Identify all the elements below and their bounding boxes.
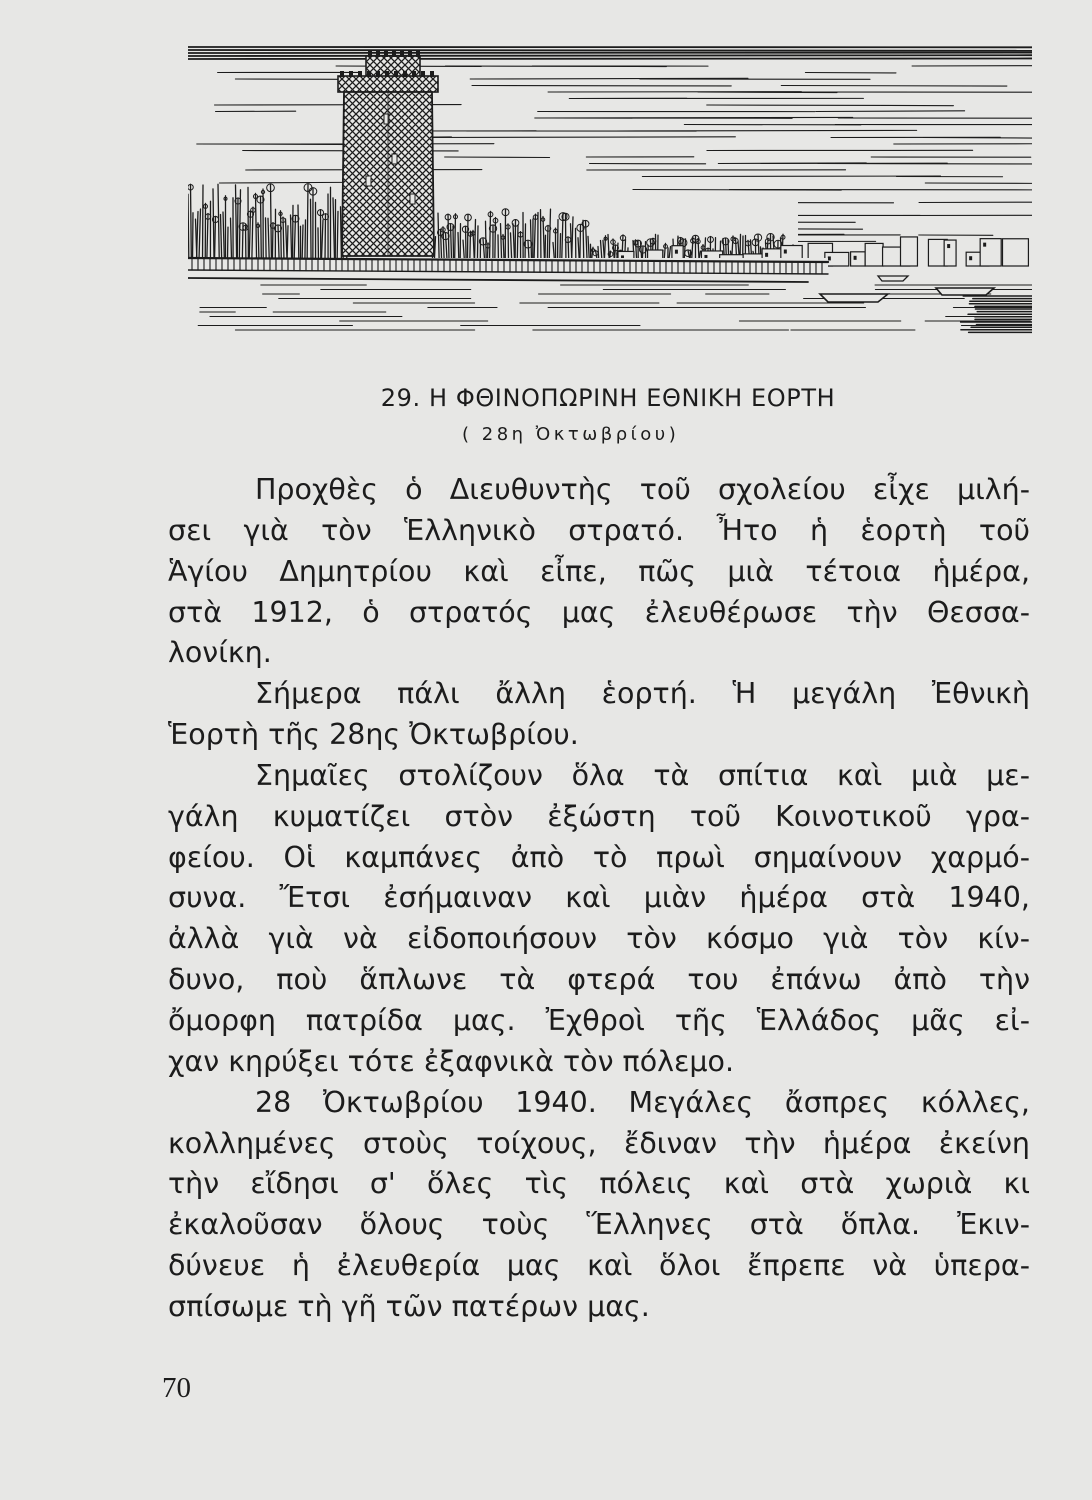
text-line: ἐκαλοῦσαν ὅλους τοὺς Ἕλληνες στὰ ὅπλα. Ἐκιν-: [168, 1208, 1030, 1242]
text-line: κολλημένες στοὺς τοίχους, ἔδιναν τὴν ἡμέρα ἐκείνη: [168, 1126, 1030, 1160]
text-line: Προχθὲς ὁ Διευθυντὴς τοῦ σχολείου εἶχε μιλή-: [255, 473, 1030, 506]
text-line: σει γιὰ τὸν Ἑλληνικὸ στρατό. Ἦτο ἡ ἑορτὴ τοῦ: [168, 513, 1030, 547]
text-line: Σημαῖες στολίζουν ὅλα τὰ σπίτια καὶ μιὰ με-: [255, 758, 1030, 792]
body-text: [168, 470, 1030, 1328]
text-line: ὄμορφη πατρίδα μας. Ἐχθροὶ τῆς Ἑλλάδος μᾶς εἰ-: [168, 1003, 1030, 1037]
trees: [188, 184, 798, 260]
text-line: τὴν εἴδησι σ' ὅλες τὶς πόλεις καὶ στὰ χωριὰ κι: [168, 1167, 1030, 1201]
seawall: [188, 258, 828, 282]
tower: [338, 50, 438, 256]
text-line: λονίκη.: [168, 636, 272, 670]
text-line: ἀλλὰ γιὰ νὰ εἰδοποιήσουν τὸν κόσμο γιὰ τὸν κίν-: [168, 922, 1030, 956]
page-number: 70: [162, 1372, 191, 1404]
text-line: 28 Ὀκτωβρίου 1940. Μεγάλες ἄσπρες κόλλες,: [255, 1085, 1030, 1119]
text-line: χαν κηρύξει τότε ἐξαφνικὰ τὸν πόλεμο.: [168, 1044, 735, 1078]
text-line: δυνο, ποὺ ἅπλωνε τὰ φτερά του ἐπάνω ἀπὸ τὴν: [168, 963, 1030, 997]
text-line: σπίσωμε τὴ γῆ τῶν πατέρων μας.: [168, 1289, 650, 1323]
sea-hatching: [198, 285, 1032, 332]
text-line: γάλη κυματίζει στὸν ἐξώστη τοῦ Κοινοτικοῦ γρα-: [168, 799, 1030, 833]
white-tower-illustration: [188, 44, 1032, 334]
chapter-title: 29. Η ΦΘΙΝΟΠΩΡΙΝΗ ΕΘΝΙΚΗ ΕΟΡΤΗ: [380, 384, 836, 412]
text-line: Σήμερα πάλι ἄλλη ἑορτή. Ἡ μεγάλη Ἐθνικὴ: [255, 677, 1030, 711]
text-line: Ἁγίου Δημητρίου καὶ εἶπε, πῶς μιὰ τέτοια ἡμέρα,: [168, 554, 1030, 588]
text-line: φείου. Οἱ καμπάνες ἀπὸ τὸ πρωὶ σημαίνουν χαρμό-: [168, 840, 1030, 874]
text-line: δύνευε ἡ ἐλευθερία μας καὶ ὅλοι ἔπρεπε νὰ ὑπερα-: [168, 1249, 1030, 1283]
text-line: στὰ 1912, ὁ στρατός μας ἐλευθέρωσε τὴν Θεσσα-: [168, 595, 1030, 629]
text-line: Ἑορτὴ τῆς 28ης Ὀκτωβρίου.: [168, 718, 579, 752]
chapter-date: ( 28η Ὀκτωβρίου): [462, 424, 680, 445]
text-line: συνα. Ἔτσι ἐσήμαιναν καὶ μιὰν ἡμέρα στὰ 1940,: [168, 881, 1030, 915]
